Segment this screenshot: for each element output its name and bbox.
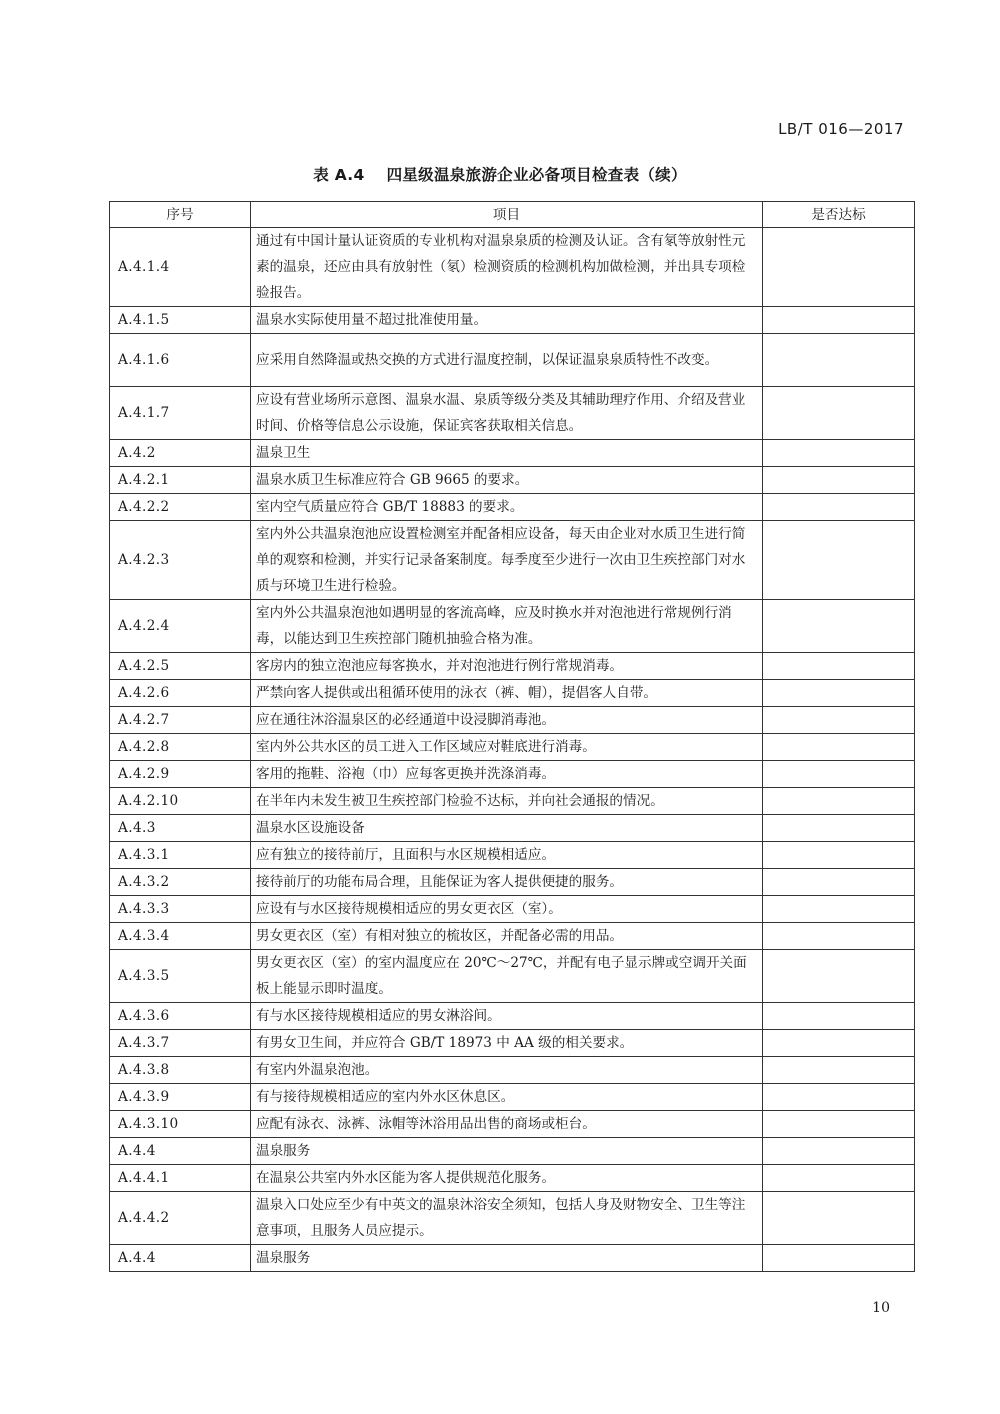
row-item: 有与接待规模相适应的室内外水区休息区。 xyxy=(251,1084,763,1111)
row-item: 有男女卫生间，并应符合 GB/T 18973 中 AA 级的相关要求。 xyxy=(251,1030,763,1057)
row-number: A.4.2.4 xyxy=(110,600,251,653)
table-title-prefix: 表 A.4 xyxy=(313,166,365,184)
table-row xyxy=(110,1245,915,1272)
row-number: A.4.1.5 xyxy=(110,307,251,334)
row-item: 温泉水区设施设备 xyxy=(251,815,763,842)
row-status-cell[interactable] xyxy=(763,387,915,440)
table-row xyxy=(110,228,915,307)
row-number: A.4.3.5 xyxy=(110,950,251,1003)
row-status-cell[interactable] xyxy=(763,707,915,734)
row-status-cell[interactable] xyxy=(763,334,915,387)
row-status-cell[interactable] xyxy=(763,680,915,707)
row-item: 温泉服务 xyxy=(251,1245,763,1272)
row-status-cell[interactable] xyxy=(763,761,915,788)
table-row xyxy=(110,1165,915,1192)
row-item: 有室内外温泉泡池。 xyxy=(251,1057,763,1084)
row-number: A.4.2.5 xyxy=(110,653,251,680)
column-header-number: 序号 xyxy=(110,202,251,228)
row-status-cell[interactable] xyxy=(763,1030,915,1057)
row-status-cell[interactable] xyxy=(763,923,915,950)
row-status-cell[interactable] xyxy=(763,1192,915,1245)
row-item: 通过有中国计量认证资质的专业机构对温泉泉质的检测及认证。含有氡等放射性元素的温泉，还应由具有放射性（氡）检测资质的检测机构加做检测，并出具专项检验报告。 xyxy=(251,228,763,307)
row-number: A.4.2.2 xyxy=(110,494,251,521)
table-title xyxy=(0,163,1000,185)
table-row xyxy=(110,1192,915,1245)
column-header-status: 是否达标 xyxy=(763,202,915,228)
table-row xyxy=(110,387,915,440)
row-status-cell[interactable] xyxy=(763,1138,915,1165)
row-status-cell[interactable] xyxy=(763,1057,915,1084)
table-row xyxy=(110,1003,915,1030)
row-status-cell[interactable] xyxy=(763,307,915,334)
row-number: A.4.3.6 xyxy=(110,1003,251,1030)
row-status-cell[interactable] xyxy=(763,1111,915,1138)
row-item: 室内外公共温泉泡池如遇明显的客流高峰，应及时换水并对泡池进行常规例行消毒，以能达到卫生疾控部门随机抽验合格为准。 xyxy=(251,600,763,653)
table-row xyxy=(110,334,915,387)
table-row xyxy=(110,788,915,815)
row-status-cell[interactable] xyxy=(763,1084,915,1111)
row-item: 室内外公共温泉泡池应设置检测室并配备相应设备，每天由企业对水质卫生进行简单的观察和检测，并实行记录备案制度。每季度至少进行一次由卫生疾控部门对水质与环境卫生进行检验。 xyxy=(251,521,763,600)
table-row xyxy=(110,707,915,734)
row-item: 应设有营业场所示意图、温泉水温、泉质等级分类及其辅助理疗作用、介绍及营业时间、价格等信息公示设施，保证宾客获取相关信息。 xyxy=(251,387,763,440)
table-row xyxy=(110,761,915,788)
table-row xyxy=(110,1030,915,1057)
row-item: 有与水区接待规模相适应的男女淋浴间。 xyxy=(251,1003,763,1030)
row-item: 客用的拖鞋、浴袍（巾）应每客更换并洗涤消毒。 xyxy=(251,761,763,788)
table-row xyxy=(110,1111,915,1138)
table-row xyxy=(110,440,915,467)
table-row xyxy=(110,815,915,842)
row-number: A.4.3.7 xyxy=(110,1030,251,1057)
row-number: A.4.3.8 xyxy=(110,1057,251,1084)
row-number: A.4.2.1 xyxy=(110,467,251,494)
table-row xyxy=(110,653,915,680)
table-row xyxy=(110,521,915,600)
row-number: A.4.3.10 xyxy=(110,1111,251,1138)
row-number: A.4.2.7 xyxy=(110,707,251,734)
table-row xyxy=(110,1057,915,1084)
row-item: 室内空气质量应符合 GB/T 18883 的要求。 xyxy=(251,494,763,521)
row-number: A.4.3.4 xyxy=(110,923,251,950)
row-number: A.4.3 xyxy=(110,815,251,842)
row-item: 男女更衣区（室）的室内温度应在 20℃～27℃，并配有电子显示牌或空调开关面板上能显示即时温度。 xyxy=(251,950,763,1003)
table-row xyxy=(110,842,915,869)
row-number: A.4.2.3 xyxy=(110,521,251,600)
table-row xyxy=(110,1138,915,1165)
row-status-cell[interactable] xyxy=(763,440,915,467)
row-item: 男女更衣区（室）有相对独立的梳妆区，并配备必需的用品。 xyxy=(251,923,763,950)
table-row xyxy=(110,600,915,653)
document-code: LB/T 016—2017 xyxy=(778,120,904,138)
row-status-cell[interactable] xyxy=(763,869,915,896)
row-number: A.4.4.1 xyxy=(110,1165,251,1192)
table-row xyxy=(110,307,915,334)
row-item: 在温泉公共室内外水区能为客人提供规范化服务。 xyxy=(251,1165,763,1192)
row-item: 接待前厅的功能布局合理，且能保证为客人提供便捷的服务。 xyxy=(251,869,763,896)
row-status-cell[interactable] xyxy=(763,1245,915,1272)
row-item: 应采用自然降温或热交换的方式进行温度控制，以保证温泉泉质特性不改变。 xyxy=(251,334,763,387)
table-row xyxy=(110,494,915,521)
row-number: A.4.1.6 xyxy=(110,334,251,387)
row-number: A.4.4 xyxy=(110,1138,251,1165)
row-status-cell[interactable] xyxy=(763,950,915,1003)
row-number: A.4.3.3 xyxy=(110,896,251,923)
table-row xyxy=(110,923,915,950)
table-header-row xyxy=(110,202,915,228)
row-item: 客房内的独立泡池应每客换水，并对泡池进行例行常规消毒。 xyxy=(251,653,763,680)
row-number: A.4.2.8 xyxy=(110,734,251,761)
row-number: A.4.3.9 xyxy=(110,1084,251,1111)
row-item: 温泉入口处应至少有中英文的温泉沐浴安全须知，包括人身及财物安全、卫生等注意事项，且服务人员应提示。 xyxy=(251,1192,763,1245)
row-item: 室内外公共水区的员工进入工作区域应对鞋底进行消毒。 xyxy=(251,734,763,761)
table-row xyxy=(110,467,915,494)
table-row xyxy=(110,896,915,923)
row-item: 温泉水实际使用量不超过批准使用量。 xyxy=(251,307,763,334)
row-status-cell[interactable] xyxy=(763,521,915,600)
row-status-cell[interactable] xyxy=(763,1165,915,1192)
row-status-cell[interactable] xyxy=(763,788,915,815)
table-row xyxy=(110,1084,915,1111)
row-number: A.4.1.4 xyxy=(110,228,251,307)
row-status-cell[interactable] xyxy=(763,467,915,494)
table-row xyxy=(110,869,915,896)
row-status-cell[interactable] xyxy=(763,842,915,869)
row-status-cell[interactable] xyxy=(763,494,915,521)
table-row xyxy=(110,680,915,707)
row-item: 温泉水质卫生标准应符合 GB 9665 的要求。 xyxy=(251,467,763,494)
row-item: 温泉服务 xyxy=(251,1138,763,1165)
row-number: A.4.2.6 xyxy=(110,680,251,707)
row-item: 应有独立的接待前厅，且面积与水区规模相适应。 xyxy=(251,842,763,869)
row-number: A.4.3.2 xyxy=(110,869,251,896)
row-status-cell[interactable] xyxy=(763,600,915,653)
row-item: 温泉卫生 xyxy=(251,440,763,467)
row-item: 严禁向客人提供或出租循环使用的泳衣（裤、帽），提倡客人自带。 xyxy=(251,680,763,707)
row-number: A.4.1.7 xyxy=(110,387,251,440)
table-row xyxy=(110,734,915,761)
row-number: A.4.4 xyxy=(110,1245,251,1272)
row-status-cell[interactable] xyxy=(763,815,915,842)
row-item: 应配有泳衣、泳裤、泳帽等沐浴用品出售的商场或柜台。 xyxy=(251,1111,763,1138)
table-title-text: 四星级温泉旅游企业必备项目检查表（续） xyxy=(386,166,687,184)
column-header-item: 项目 xyxy=(251,202,763,228)
row-number: A.4.3.1 xyxy=(110,842,251,869)
row-number: A.4.2.9 xyxy=(110,761,251,788)
checklist-table xyxy=(109,201,915,1272)
row-item: 在半年内未发生被卫生疾控部门检验不达标，并向社会通报的情况。 xyxy=(251,788,763,815)
row-status-cell[interactable] xyxy=(763,1003,915,1030)
row-number: A.4.2.10 xyxy=(110,788,251,815)
table-body xyxy=(110,228,915,1272)
table-row xyxy=(110,950,915,1003)
row-status-cell[interactable] xyxy=(763,896,915,923)
row-number: A.4.4.2 xyxy=(110,1192,251,1245)
row-status-cell[interactable] xyxy=(763,734,915,761)
page-number: 10 xyxy=(872,1300,890,1316)
row-status-cell[interactable] xyxy=(763,653,915,680)
row-item: 应在通往沐浴温泉区的必经通道中设浸脚消毒池。 xyxy=(251,707,763,734)
row-item: 应设有与水区接待规模相适应的男女更衣区（室）。 xyxy=(251,896,763,923)
row-number: A.4.2 xyxy=(110,440,251,467)
row-status-cell[interactable] xyxy=(763,228,915,307)
